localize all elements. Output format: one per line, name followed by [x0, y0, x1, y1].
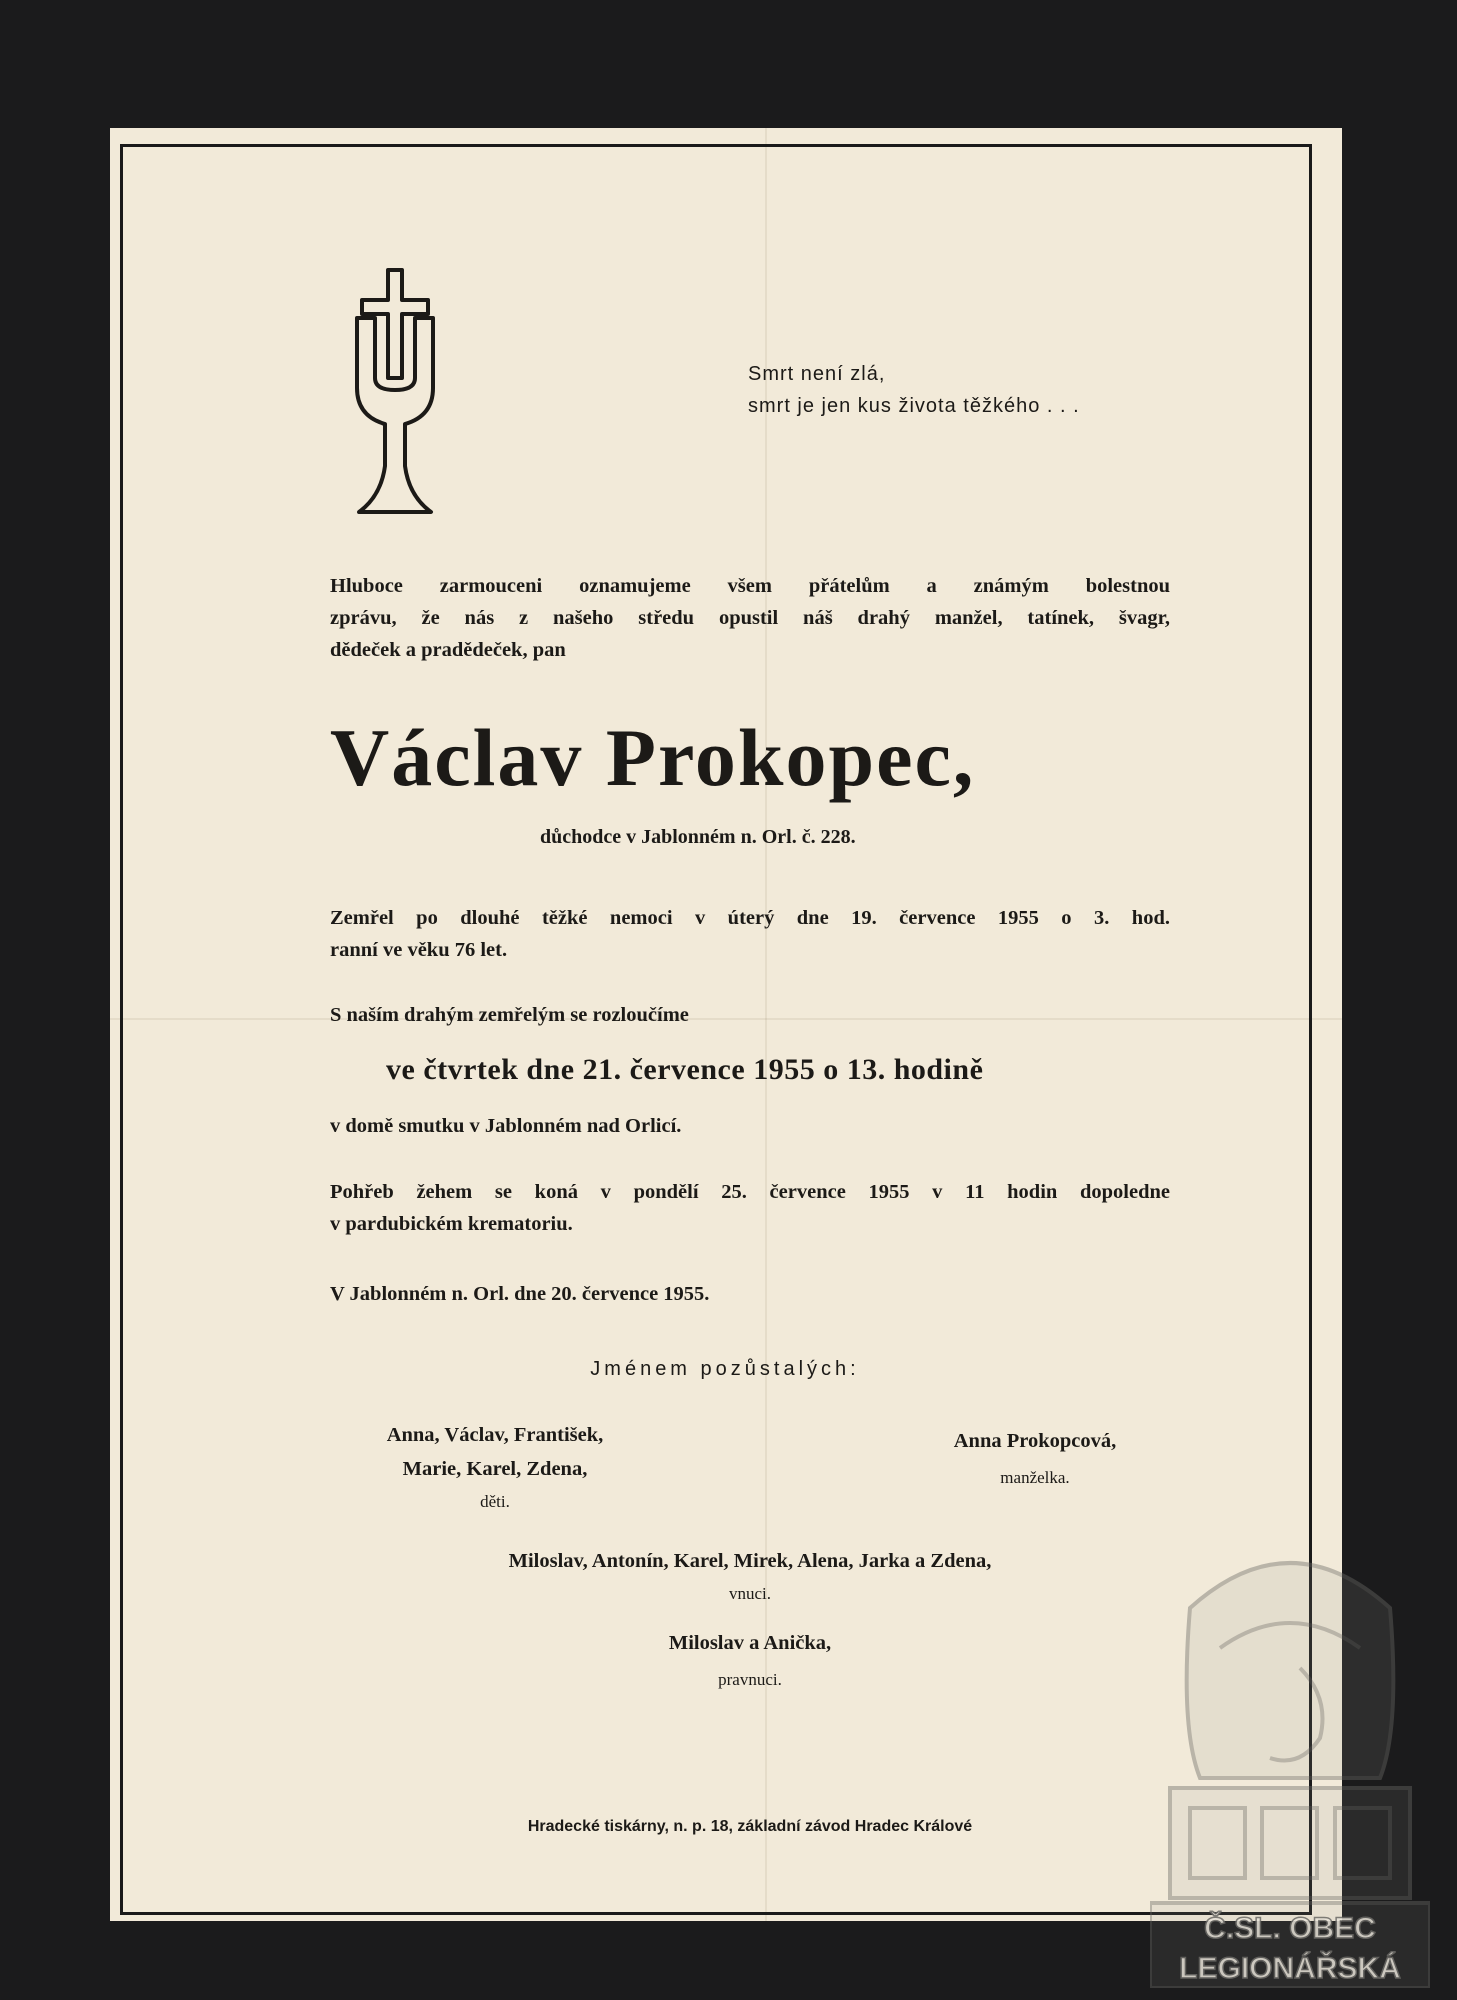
- farewell-datetime: ve čtvrtek dne 21. července 1955 o 13. hodině: [386, 1053, 984, 1086]
- announcement-line: zprávu, že nás z našeho středu opustil náš drahý manžel, tatínek, švagr,: [330, 607, 1170, 629]
- death-line: Zemřel po dlouhé těžké nemoci v úterý dne 19. července 1955 o 3. hod.: [330, 907, 1170, 929]
- deceased-occupation: důchodce v Jablonném n. Orl. č. 228.: [540, 826, 856, 848]
- motto-line: Smrt není zlá,: [748, 363, 886, 385]
- death-line: ranní ve věku 76 let.: [330, 939, 508, 961]
- legion-watermark-emblem: [1150, 1528, 1430, 1988]
- death-paragraph: [330, 902, 1170, 966]
- farewell-place: v domě smutku v Jablonném nad Orlicí.: [330, 1115, 682, 1137]
- survivors-heading: Jménem pozůstalých:: [590, 1358, 860, 1380]
- motto: [748, 358, 1080, 422]
- motto-line: smrt je jen kus života těžkého . . .: [748, 395, 1080, 417]
- deceased-name: Václav Prokopec,: [330, 712, 976, 803]
- farewell-intro: S naším drahým zemřelým se rozloučíme: [330, 1004, 689, 1026]
- wife-name: Anna Prokopcová,: [953, 1430, 1117, 1452]
- children-names: [330, 1418, 660, 1486]
- grandchildren-role: vnuci.: [728, 1584, 772, 1603]
- children-line: Anna, Václav, František,: [386, 1424, 604, 1446]
- announcement-line: Hluboce zarmouceni oznamujeme všem přátelům a známým bolestnou: [330, 575, 1170, 597]
- announcement-line: dědeček a pradědeček, pan: [330, 639, 566, 661]
- great-grandchildren-role: pravnuci.: [718, 1670, 782, 1689]
- funeral-line: Pohřeb žehem se koná v pondělí 25. července 1955 v 11 hodin dopoledne: [330, 1181, 1170, 1203]
- printer-imprint: Hradecké tiskárny, n. p. 18, základní závod Hradec Králové: [527, 1818, 973, 1835]
- funeral-paragraph: [330, 1176, 1170, 1240]
- children-line: Marie, Karel, Zdena,: [402, 1458, 588, 1480]
- wife-role: manželka.: [1000, 1468, 1070, 1487]
- children-role: děti.: [480, 1492, 510, 1511]
- watermark-line: LEGIONÁŘSKÁ: [1179, 1952, 1401, 1985]
- announcement-paragraph: [330, 570, 1170, 666]
- great-grandchildren-names: Miloslav a Anička,: [668, 1632, 832, 1654]
- place-date: V Jablonném n. Orl. dne 20. července 1955.: [330, 1283, 710, 1305]
- cross-chalice-icon: [345, 266, 445, 526]
- funeral-line: v pardubickém krematoriu.: [330, 1213, 573, 1235]
- grandchildren-names: Miloslav, Antonín, Karel, Mirek, Alena, Jarka a Zdena,: [508, 1550, 992, 1572]
- watermark-line: Č.SL. OBEC: [1204, 1912, 1376, 1945]
